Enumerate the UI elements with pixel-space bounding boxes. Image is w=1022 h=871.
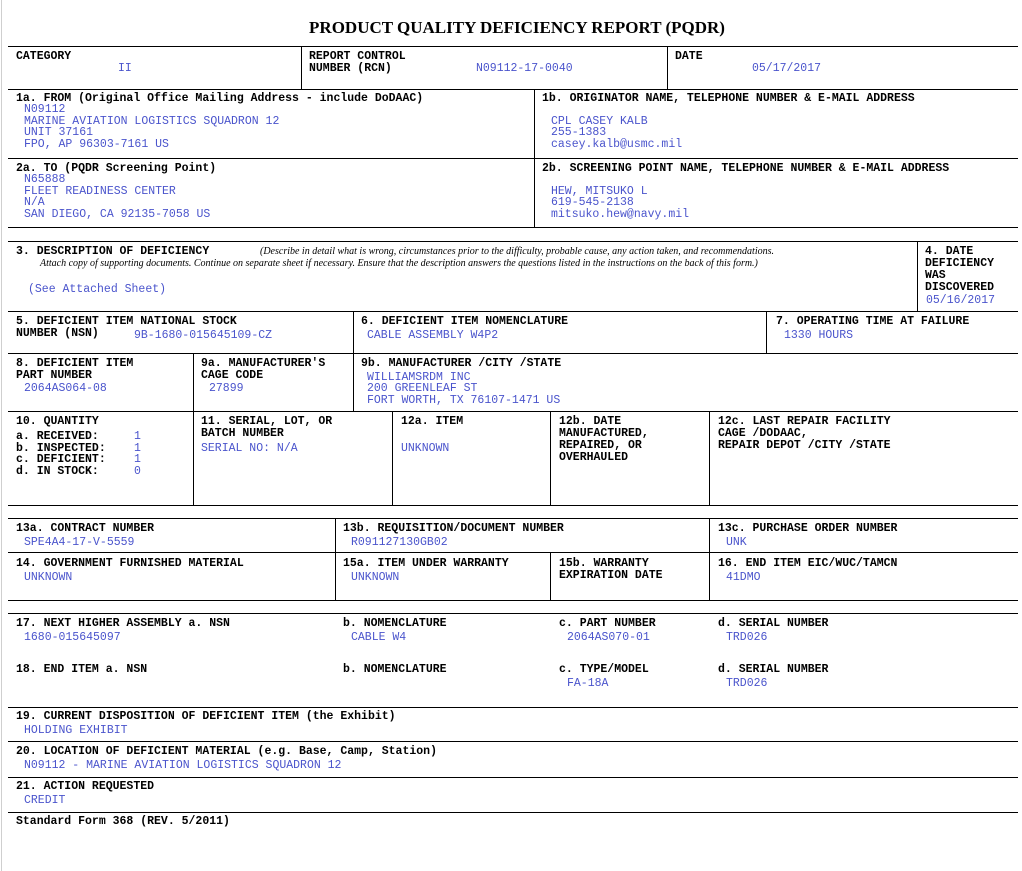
end-item-serial-label: d. SERIAL NUMBER — [718, 663, 829, 676]
divider — [709, 411, 710, 505]
from-line-3: UNIT 37161 — [24, 126, 94, 139]
location-value: N09112 - MARINE AVIATION LOGISTICS SQUADRON 12 — [24, 759, 342, 772]
divider — [353, 311, 354, 353]
rule — [8, 812, 1018, 813]
rule — [8, 227, 1018, 228]
to-label: 2a. TO (PQDR Screening Point) — [16, 162, 217, 175]
form-footer: Standard Form 368 (REV. 5/2011) — [16, 815, 230, 828]
rcn-value: N09112-17-0040 — [476, 62, 573, 75]
end-item-nomenclature-label: b. NOMENCLATURE — [343, 663, 447, 676]
screening-line-1: HEW, MITSUKO L — [551, 185, 648, 198]
serial-lot-label: 11. SERIAL, LOT, OR BATCH NUMBER — [201, 415, 333, 440]
warranty-expiration-label: 15b. WARRANTY EXPIRATION DATE — [559, 557, 663, 582]
disposition-value: HOLDING EXHIBIT — [24, 724, 128, 737]
nomenclature-label: 6. DEFICIENT ITEM NOMENCLATURE — [361, 315, 569, 328]
date-discovered-value: 05/16/2017 — [926, 294, 996, 307]
screening-label: 2b. SCREENING POINT NAME, TELEPHONE NUMBER & E-MAIL ADDRESS — [542, 162, 950, 175]
rule — [8, 311, 1018, 312]
manufacturer-line-2: 200 GREENLEAF ST — [367, 382, 478, 395]
divider — [550, 411, 551, 505]
from-line-1: N09112 — [24, 103, 66, 116]
category-label: CATEGORY — [16, 50, 72, 63]
nha-part-number-label: c. PART NUMBER — [559, 617, 656, 630]
nha-nsn-value: 1680-015645097 — [24, 631, 121, 644]
serial-lot-value: SERIAL NO: N/A — [201, 442, 298, 455]
cage-value: 27899 — [209, 382, 244, 395]
rule — [8, 777, 1018, 778]
rule — [8, 353, 1018, 354]
divider — [193, 411, 194, 505]
gfm-value: UNKNOWN — [24, 571, 73, 584]
date-manufactured-label: 12b. DATE MANUFACTURED, REPAIRED, OR OVERHAULED — [559, 415, 649, 464]
from-label: 1a. FROM (Original Office Mailing Address - include DoDAAC) — [16, 92, 424, 105]
description-label: 3. DESCRIPTION OF DEFICIENCY — [16, 245, 210, 258]
originator-line-3: casey.kalb@usmc.mil — [551, 138, 683, 151]
requisition-label: 13b. REQUISITION/DOCUMENT NUMBER — [343, 522, 564, 535]
rule — [8, 46, 1018, 47]
nha-serial-label: d. SERIAL NUMBER — [718, 617, 829, 630]
quantity-deficient-label: c. DEFICIENT: — [16, 453, 106, 466]
part-number-value: 2064AS064-08 — [24, 382, 107, 395]
rule — [8, 741, 1018, 742]
divider — [335, 518, 336, 600]
rule — [8, 613, 1018, 614]
description-instructions-2: Attach copy of supporting documents. Continue on separate sheet if necessary. Ensure that the description answers the questions listed in the instructions on the back of this form.) — [40, 258, 758, 269]
requisition-value: R091127130GB02 — [351, 536, 448, 549]
action-label: 21. ACTION REQUESTED — [16, 780, 155, 793]
rcn-label: REPORT CONTROL NUMBER (RCN) — [309, 50, 406, 75]
end-item-label: 18. END ITEM a. NSN — [16, 663, 148, 676]
item-value: UNKNOWN — [401, 442, 450, 455]
divider — [709, 518, 710, 600]
nsn-label: 5. DEFICIENT ITEM NATIONAL STOCK NUMBER (NSN) — [16, 315, 237, 340]
disposition-label: 19. CURRENT DISPOSITION OF DEFICIENT ITEM (the Exhibit) — [16, 710, 396, 723]
item-label: 12a. ITEM — [401, 415, 464, 428]
quantity-deficient-value: 1 — [134, 453, 141, 466]
page-edge — [1, 0, 2, 871]
divider — [193, 353, 194, 411]
nha-serial-value: TRD026 — [726, 631, 768, 644]
divider — [353, 353, 354, 411]
end-item-type-value: FA-18A — [567, 677, 609, 690]
nha-nomenclature-label: b. NOMENCLATURE — [343, 617, 447, 630]
end-item-type-label: c. TYPE/MODEL — [559, 663, 649, 676]
quantity-inspected-label: b. INSPECTED: — [16, 442, 106, 455]
warranty-label: 15a. ITEM UNDER WARRANTY — [343, 557, 509, 570]
rule — [8, 89, 1018, 90]
location-label: 20. LOCATION OF DEFICIENT MATERIAL (e.g. Base, Camp, Station) — [16, 745, 437, 758]
manufacturer-line-1: WILLIAMSRDM INC — [367, 371, 471, 384]
divider — [301, 46, 302, 89]
divider — [550, 552, 551, 600]
to-line-1: N65888 — [24, 173, 66, 186]
from-line-4: FPO, AP 96303-7161 US — [24, 138, 169, 151]
part-number-label: 8. DEFICIENT ITEM PART NUMBER — [16, 357, 134, 382]
to-line-4: SAN DIEGO, CA 92135-7058 US — [24, 208, 211, 221]
rule — [8, 241, 1018, 242]
last-repair-label: 12c. LAST REPAIR FACILITY CAGE /DODAAC, REPAIR DEPOT /CITY /STATE — [718, 415, 891, 452]
contract-value: SPE4A4-17-V-5559 — [24, 536, 135, 549]
manufacturer-line-3: FORT WORTH, TX 76107-1471 US — [367, 394, 561, 407]
date-value: 05/17/2017 — [752, 62, 822, 75]
gfm-label: 14. GOVERNMENT FURNISHED MATERIAL — [16, 557, 244, 570]
quantity-label: 10. QUANTITY — [16, 415, 99, 428]
from-line-2: MARINE AVIATION LOGISTICS SQUADRON 12 — [24, 115, 280, 128]
purchase-order-value: UNK — [726, 536, 747, 549]
quantity-received-label: a. RECEIVED: — [16, 430, 99, 443]
divider — [534, 89, 535, 227]
eic-value: 41DMO — [726, 571, 761, 584]
rule — [8, 518, 1018, 519]
action-value: CREDIT — [24, 794, 66, 807]
screening-line-2: 619-545-2138 — [551, 196, 634, 209]
rule — [8, 505, 1018, 506]
operating-time-value: 1330 HOURS — [784, 329, 854, 342]
manufacturer-label: 9b. MANUFACTURER /CITY /STATE — [361, 357, 562, 370]
quantity-inspected-value: 1 — [134, 442, 141, 455]
end-item-serial-value: TRD026 — [726, 677, 768, 690]
category-value: II — [118, 62, 132, 75]
nsn-value: 9B-1680-015645109-CZ — [134, 329, 273, 342]
originator-line-2: 255-1383 — [551, 126, 607, 139]
rule — [8, 158, 1018, 159]
nomenclature-value: CABLE ASSEMBLY W4P2 — [367, 329, 499, 342]
description-value: (See Attached Sheet) — [28, 283, 167, 296]
form-title: PRODUCT QUALITY DEFICIENCY REPORT (PQDR) — [309, 18, 725, 37]
screening-line-3: mitsuko.hew@navy.mil — [551, 208, 690, 221]
quantity-received-value: 1 — [134, 430, 141, 443]
cage-label: 9a. MANUFACTURER'S CAGE CODE — [201, 357, 326, 382]
quantity-in-stock-label: d. IN STOCK: — [16, 465, 99, 478]
divider — [667, 46, 668, 89]
nha-nomenclature-value: CABLE W4 — [351, 631, 407, 644]
eic-label: 16. END ITEM EIC/WUC/TAMCN — [718, 557, 898, 570]
to-line-2: FLEET READINESS CENTER — [24, 185, 176, 198]
purchase-order-label: 13c. PURCHASE ORDER NUMBER — [718, 522, 898, 535]
warranty-value: UNKNOWN — [351, 571, 400, 584]
rule — [8, 411, 1018, 412]
contract-label: 13a. CONTRACT NUMBER — [16, 522, 155, 535]
date-label: DATE — [675, 50, 703, 63]
rule — [8, 552, 1018, 553]
nha-label: 17. NEXT HIGHER ASSEMBLY a. NSN — [16, 617, 230, 630]
rule — [8, 707, 1018, 708]
divider — [392, 411, 393, 505]
divider — [766, 311, 767, 353]
divider — [917, 241, 918, 311]
quantity-in-stock-value: 0 — [134, 465, 141, 478]
originator-line-1: CPL CASEY KALB — [551, 115, 648, 128]
nha-part-number-value: 2064AS070-01 — [567, 631, 650, 644]
description-instructions-1: (Describe in detail what is wrong, circumstances prior to the difficulty, probable cause, any action taken, and recommendations. — [260, 246, 774, 257]
originator-label: 1b. ORIGINATOR NAME, TELEPHONE NUMBER & E-MAIL ADDRESS — [542, 92, 915, 105]
date-discovered-label: 4. DATE DEFICIENCY WAS DISCOVERED — [925, 245, 995, 294]
rule — [8, 600, 1018, 601]
operating-time-label: 7. OPERATING TIME AT FAILURE — [776, 315, 970, 328]
to-line-3: N/A — [24, 196, 45, 209]
